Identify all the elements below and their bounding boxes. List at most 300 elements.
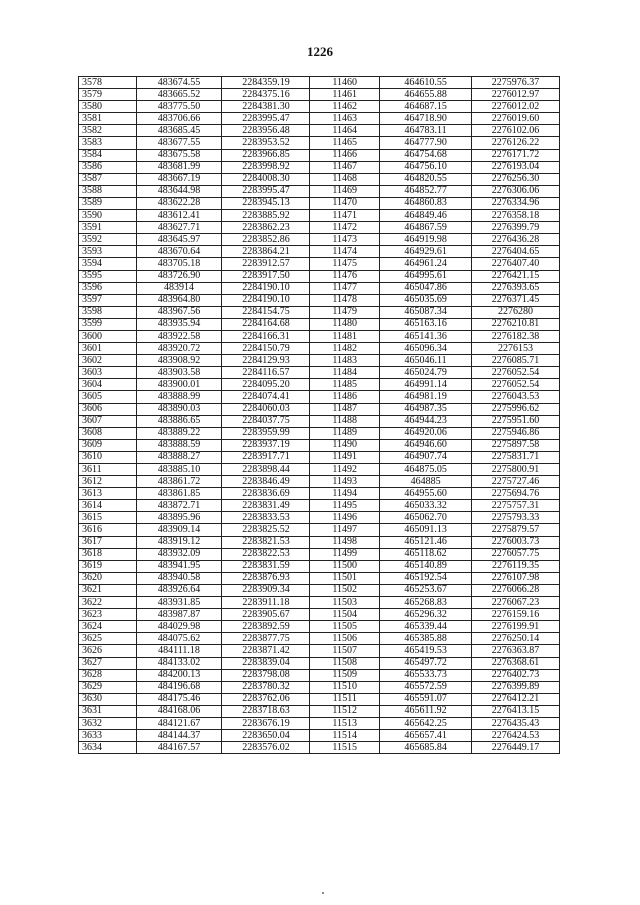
x-coord-b-cell: 464995.61 — [380, 270, 472, 282]
point-id-a-cell: 3632 — [79, 717, 137, 729]
x-coord-a-cell: 483872.71 — [136, 500, 222, 512]
point-id-a-cell: 3610 — [79, 451, 137, 463]
point-id-a-cell: 3600 — [79, 330, 137, 342]
y-coord-b-cell: 2275976.37 — [472, 77, 560, 89]
x-coord-b-cell: 464849.46 — [380, 210, 472, 222]
table-row — [79, 77, 560, 89]
x-coord-b-cell: 465091.13 — [380, 524, 472, 536]
y-coord-a-cell: 2283852.86 — [222, 234, 310, 246]
point-id-b-cell: 11500 — [310, 560, 380, 572]
table-row — [79, 464, 560, 476]
x-coord-a-cell: 483914 — [136, 282, 222, 294]
x-coord-a-cell: 483705.18 — [136, 258, 222, 270]
y-coord-a-cell: 2283966.85 — [222, 149, 310, 161]
point-id-a-cell: 3592 — [79, 234, 137, 246]
y-coord-b-cell: 2276399.79 — [472, 222, 560, 234]
x-coord-b-cell: 465024.79 — [380, 367, 472, 379]
point-id-a-cell: 3629 — [79, 681, 137, 693]
y-coord-b-cell: 2276193.04 — [472, 161, 560, 173]
x-coord-a-cell: 483861.85 — [136, 488, 222, 500]
y-coord-b-cell: 2276057.75 — [472, 548, 560, 560]
y-coord-a-cell: 2284116.57 — [222, 367, 310, 379]
x-coord-b-cell: 465591.07 — [380, 693, 472, 705]
x-coord-a-cell: 483665.52 — [136, 89, 222, 101]
y-coord-b-cell: 2276371.45 — [472, 294, 560, 306]
y-coord-a-cell: 2284359.19 — [222, 77, 310, 89]
x-coord-b-cell: 464777.90 — [380, 137, 472, 149]
y-coord-b-cell: 2275757.31 — [472, 500, 560, 512]
point-id-a-cell: 3589 — [79, 197, 137, 209]
table-row — [79, 379, 560, 391]
point-id-b-cell: 11490 — [310, 439, 380, 451]
y-coord-b-cell: 2276085.71 — [472, 355, 560, 367]
point-id-a-cell: 3578 — [79, 77, 137, 89]
x-coord-a-cell: 483675.58 — [136, 149, 222, 161]
point-id-b-cell: 11468 — [310, 173, 380, 185]
y-coord-b-cell: 2276407.40 — [472, 258, 560, 270]
point-id-b-cell: 11478 — [310, 294, 380, 306]
point-id-b-cell: 11497 — [310, 524, 380, 536]
y-coord-b-cell: 2276393.65 — [472, 282, 560, 294]
point-id-a-cell: 3627 — [79, 657, 137, 669]
x-coord-b-cell: 464981.19 — [380, 391, 472, 403]
y-coord-b-cell: 2276012.02 — [472, 101, 560, 113]
x-coord-a-cell: 484175.46 — [136, 693, 222, 705]
point-id-a-cell: 3614 — [79, 500, 137, 512]
point-id-a-cell: 3593 — [79, 246, 137, 258]
y-coord-b-cell: 2276404.65 — [472, 246, 560, 258]
x-coord-b-cell: 464852.77 — [380, 185, 472, 197]
y-coord-a-cell: 2283822.53 — [222, 548, 310, 560]
point-id-b-cell: 11463 — [310, 113, 380, 125]
y-coord-b-cell: 2276256.30 — [472, 173, 560, 185]
y-coord-a-cell: 2284154.75 — [222, 306, 310, 318]
point-id-a-cell: 3621 — [79, 584, 137, 596]
y-coord-b-cell: 2276421.15 — [472, 270, 560, 282]
y-coord-b-cell: 2275897.58 — [472, 439, 560, 451]
table-row — [79, 621, 560, 633]
y-coord-b-cell: 2276449.17 — [472, 742, 560, 754]
y-coord-b-cell: 2276424.53 — [472, 730, 560, 742]
y-coord-b-cell: 2276102.06 — [472, 125, 560, 137]
point-id-a-cell: 3595 — [79, 270, 137, 282]
x-coord-b-cell: 465339.44 — [380, 621, 472, 633]
point-id-b-cell: 11482 — [310, 343, 380, 355]
x-coord-a-cell: 483685.45 — [136, 125, 222, 137]
x-coord-a-cell: 483932.09 — [136, 548, 222, 560]
table-row — [79, 548, 560, 560]
x-coord-b-cell: 464687.15 — [380, 101, 472, 113]
y-coord-b-cell: 2275996.62 — [472, 403, 560, 415]
point-id-a-cell: 3606 — [79, 403, 137, 415]
point-id-a-cell: 3618 — [79, 548, 137, 560]
coordinates-table — [78, 76, 560, 754]
x-coord-a-cell: 483775.50 — [136, 101, 222, 113]
y-coord-b-cell: 2276436.28 — [472, 234, 560, 246]
point-id-a-cell: 3625 — [79, 633, 137, 645]
point-id-a-cell: 3586 — [79, 161, 137, 173]
x-coord-b-cell: 464754.68 — [380, 149, 472, 161]
point-id-a-cell: 3598 — [79, 306, 137, 318]
y-coord-a-cell: 2283825.52 — [222, 524, 310, 536]
x-coord-a-cell: 483726.90 — [136, 270, 222, 282]
x-coord-b-cell: 465533.73 — [380, 669, 472, 681]
x-coord-b-cell: 465047.86 — [380, 282, 472, 294]
point-id-a-cell: 3601 — [79, 343, 137, 355]
x-coord-b-cell: 465642.25 — [380, 717, 472, 729]
table-row — [79, 246, 560, 258]
y-coord-b-cell: 2275946.86 — [472, 427, 560, 439]
table-row — [79, 488, 560, 500]
point-id-a-cell: 3613 — [79, 488, 137, 500]
y-coord-b-cell: 2275793.33 — [472, 512, 560, 524]
table-row — [79, 149, 560, 161]
x-coord-b-cell: 464946.60 — [380, 439, 472, 451]
point-id-b-cell: 11494 — [310, 488, 380, 500]
point-id-b-cell: 11506 — [310, 633, 380, 645]
y-coord-a-cell: 2284008.30 — [222, 173, 310, 185]
x-coord-b-cell: 465121.46 — [380, 536, 472, 548]
point-id-b-cell: 11479 — [310, 306, 380, 318]
point-id-b-cell: 11480 — [310, 318, 380, 330]
y-coord-a-cell: 2283877.75 — [222, 633, 310, 645]
x-coord-b-cell: 464907.74 — [380, 451, 472, 463]
table-row — [79, 403, 560, 415]
y-coord-a-cell: 2284074.41 — [222, 391, 310, 403]
point-id-b-cell: 11473 — [310, 234, 380, 246]
x-coord-a-cell: 483612.41 — [136, 210, 222, 222]
point-id-a-cell: 3602 — [79, 355, 137, 367]
x-coord-a-cell: 483941.95 — [136, 560, 222, 572]
point-id-b-cell: 11499 — [310, 548, 380, 560]
x-coord-a-cell: 484167.57 — [136, 742, 222, 754]
x-coord-b-cell: 465141.36 — [380, 330, 472, 342]
point-id-b-cell: 11488 — [310, 415, 380, 427]
y-coord-a-cell: 2283833.53 — [222, 512, 310, 524]
y-coord-b-cell: 2275879.57 — [472, 524, 560, 536]
table-row — [79, 306, 560, 318]
y-coord-b-cell: 2276119.35 — [472, 560, 560, 572]
point-id-a-cell: 3587 — [79, 173, 137, 185]
y-coord-b-cell: 2275951.60 — [472, 415, 560, 427]
table-row — [79, 512, 560, 524]
x-coord-a-cell: 483885.10 — [136, 464, 222, 476]
point-id-a-cell: 3631 — [79, 705, 137, 717]
x-coord-b-cell: 464756.10 — [380, 161, 472, 173]
y-coord-b-cell: 2276210.81 — [472, 318, 560, 330]
x-coord-b-cell: 465296.32 — [380, 609, 472, 621]
table-row — [79, 391, 560, 403]
x-coord-a-cell: 484133.02 — [136, 657, 222, 669]
y-coord-b-cell: 2276368.61 — [472, 657, 560, 669]
x-coord-a-cell: 483987.87 — [136, 609, 222, 621]
point-id-b-cell: 11515 — [310, 742, 380, 754]
y-coord-b-cell: 2276107.98 — [472, 572, 560, 584]
y-coord-b-cell: 2276066.28 — [472, 584, 560, 596]
table-row — [79, 717, 560, 729]
y-coord-a-cell: 2283780.32 — [222, 681, 310, 693]
y-coord-a-cell: 2283937.19 — [222, 439, 310, 451]
point-id-b-cell: 11511 — [310, 693, 380, 705]
y-coord-a-cell: 2284166.31 — [222, 330, 310, 342]
table-row — [79, 681, 560, 693]
y-coord-b-cell: 2276067.23 — [472, 597, 560, 609]
point-id-a-cell: 3596 — [79, 282, 137, 294]
y-coord-a-cell: 2283762.06 — [222, 693, 310, 705]
page-number: 1226 — [307, 44, 333, 59]
x-coord-a-cell: 483886.65 — [136, 415, 222, 427]
point-id-b-cell: 11498 — [310, 536, 380, 548]
point-id-b-cell: 11493 — [310, 476, 380, 488]
table-row — [79, 294, 560, 306]
y-coord-a-cell: 2283998.92 — [222, 161, 310, 173]
x-coord-a-cell: 484121.67 — [136, 717, 222, 729]
y-coord-a-cell: 2283909.34 — [222, 584, 310, 596]
y-coord-b-cell: 2276306.06 — [472, 185, 560, 197]
x-coord-a-cell: 483888.59 — [136, 439, 222, 451]
x-coord-b-cell: 464783.11 — [380, 125, 472, 137]
x-coord-a-cell: 483644.98 — [136, 185, 222, 197]
table-row — [79, 500, 560, 512]
y-coord-a-cell: 2283892.59 — [222, 621, 310, 633]
point-id-a-cell: 3597 — [79, 294, 137, 306]
y-coord-b-cell: 2275727.46 — [472, 476, 560, 488]
point-id-a-cell: 3583 — [79, 137, 137, 149]
y-coord-a-cell: 2283905.67 — [222, 609, 310, 621]
point-id-b-cell: 11475 — [310, 258, 380, 270]
x-coord-a-cell: 483931.85 — [136, 597, 222, 609]
y-coord-a-cell: 2283831.59 — [222, 560, 310, 572]
y-coord-b-cell: 2276334.96 — [472, 197, 560, 209]
x-coord-a-cell: 483890.03 — [136, 403, 222, 415]
point-id-b-cell: 11501 — [310, 572, 380, 584]
point-id-b-cell: 11496 — [310, 512, 380, 524]
x-coord-b-cell: 464867.59 — [380, 222, 472, 234]
y-coord-a-cell: 2283885.92 — [222, 210, 310, 222]
point-id-a-cell: 3599 — [79, 318, 137, 330]
table-row — [79, 355, 560, 367]
y-coord-b-cell: 2276435.43 — [472, 717, 560, 729]
point-id-b-cell: 11467 — [310, 161, 380, 173]
y-coord-b-cell: 2276358.18 — [472, 210, 560, 222]
point-id-b-cell: 11465 — [310, 137, 380, 149]
table-row — [79, 633, 560, 645]
point-id-a-cell: 3616 — [79, 524, 137, 536]
y-coord-b-cell: 2276250.14 — [472, 633, 560, 645]
point-id-b-cell: 11489 — [310, 427, 380, 439]
x-coord-b-cell: 465192.54 — [380, 572, 472, 584]
point-id-b-cell: 11477 — [310, 282, 380, 294]
point-id-b-cell: 11462 — [310, 101, 380, 113]
x-coord-b-cell: 464955.60 — [380, 488, 472, 500]
x-coord-a-cell: 483919.12 — [136, 536, 222, 548]
x-coord-a-cell: 483922.58 — [136, 330, 222, 342]
y-coord-a-cell: 2284095.20 — [222, 379, 310, 391]
point-id-a-cell: 3609 — [79, 439, 137, 451]
point-id-a-cell: 3634 — [79, 742, 137, 754]
point-id-a-cell: 3620 — [79, 572, 137, 584]
x-coord-b-cell: 464875.05 — [380, 464, 472, 476]
y-coord-a-cell: 2283917.50 — [222, 270, 310, 282]
y-coord-a-cell: 2283945.13 — [222, 197, 310, 209]
x-coord-a-cell: 483940.58 — [136, 572, 222, 584]
y-coord-b-cell: 2276182.38 — [472, 330, 560, 342]
table-row — [79, 560, 560, 572]
point-id-a-cell: 3628 — [79, 669, 137, 681]
x-coord-a-cell: 483627.71 — [136, 222, 222, 234]
point-id-b-cell: 11507 — [310, 645, 380, 657]
table-row — [79, 113, 560, 125]
y-coord-a-cell: 2284129.93 — [222, 355, 310, 367]
x-coord-b-cell: 465268.83 — [380, 597, 472, 609]
point-id-a-cell: 3612 — [79, 476, 137, 488]
y-coord-a-cell: 2283917.71 — [222, 451, 310, 463]
y-coord-a-cell: 2283911.18 — [222, 597, 310, 609]
y-coord-a-cell: 2283862.23 — [222, 222, 310, 234]
point-id-a-cell: 3624 — [79, 621, 137, 633]
y-coord-a-cell: 2284060.03 — [222, 403, 310, 415]
table-row — [79, 125, 560, 137]
x-coord-a-cell: 483935.94 — [136, 318, 222, 330]
y-coord-b-cell: 2276363.87 — [472, 645, 560, 657]
point-id-b-cell: 11476 — [310, 270, 380, 282]
x-coord-b-cell: 464718.90 — [380, 113, 472, 125]
table-row — [79, 173, 560, 185]
point-id-a-cell: 3607 — [79, 415, 137, 427]
point-id-a-cell: 3582 — [79, 125, 137, 137]
x-coord-b-cell: 465572.59 — [380, 681, 472, 693]
table-row — [79, 705, 560, 717]
table-row — [79, 609, 560, 621]
table-row — [79, 330, 560, 342]
x-coord-a-cell: 483920.72 — [136, 343, 222, 355]
point-id-b-cell: 11469 — [310, 185, 380, 197]
y-coord-b-cell: 2276280 — [472, 306, 560, 318]
x-coord-b-cell: 464961.24 — [380, 258, 472, 270]
table-row — [79, 730, 560, 742]
y-coord-a-cell: 2284190.10 — [222, 282, 310, 294]
y-coord-a-cell: 2284190.10 — [222, 294, 310, 306]
x-coord-a-cell: 484029.98 — [136, 621, 222, 633]
point-id-a-cell: 3619 — [79, 560, 137, 572]
y-coord-a-cell: 2283871.42 — [222, 645, 310, 657]
point-id-a-cell: 3611 — [79, 464, 137, 476]
x-coord-a-cell: 483706.66 — [136, 113, 222, 125]
point-id-a-cell: 3633 — [79, 730, 137, 742]
point-id-b-cell: 11491 — [310, 451, 380, 463]
x-coord-a-cell: 483622.28 — [136, 197, 222, 209]
table-row — [79, 645, 560, 657]
table-row — [79, 367, 560, 379]
x-coord-b-cell: 465140.89 — [380, 560, 472, 572]
point-id-b-cell: 11502 — [310, 584, 380, 596]
x-coord-b-cell: 465046.11 — [380, 355, 472, 367]
y-coord-a-cell: 2283839.04 — [222, 657, 310, 669]
x-coord-b-cell: 465035.69 — [380, 294, 472, 306]
point-id-b-cell: 11460 — [310, 77, 380, 89]
x-coord-a-cell: 483645.97 — [136, 234, 222, 246]
y-coord-a-cell: 2283876.93 — [222, 572, 310, 584]
point-id-a-cell: 3604 — [79, 379, 137, 391]
point-id-b-cell: 11486 — [310, 391, 380, 403]
y-coord-a-cell: 2284375.16 — [222, 89, 310, 101]
table-row — [79, 669, 560, 681]
y-coord-a-cell: 2284037.75 — [222, 415, 310, 427]
x-coord-b-cell: 464610.55 — [380, 77, 472, 89]
x-coord-a-cell: 483670.64 — [136, 246, 222, 258]
table-row — [79, 536, 560, 548]
table-row — [79, 234, 560, 246]
table-row — [79, 185, 560, 197]
y-coord-b-cell: 2276171.72 — [472, 149, 560, 161]
coordinates-table-body — [79, 77, 560, 754]
y-coord-a-cell: 2284381.30 — [222, 101, 310, 113]
x-coord-a-cell: 483681.99 — [136, 161, 222, 173]
y-coord-b-cell: 2276399.89 — [472, 681, 560, 693]
table-row — [79, 89, 560, 101]
y-coord-b-cell: 2276413.15 — [472, 705, 560, 717]
y-coord-a-cell: 2283959.99 — [222, 427, 310, 439]
table-row — [79, 137, 560, 149]
table-row — [79, 657, 560, 669]
point-id-b-cell: 11505 — [310, 621, 380, 633]
x-coord-a-cell: 484075.62 — [136, 633, 222, 645]
y-coord-a-cell: 2283995.47 — [222, 185, 310, 197]
y-coord-b-cell: 2276199.91 — [472, 621, 560, 633]
x-coord-a-cell: 483908.92 — [136, 355, 222, 367]
point-id-a-cell: 3579 — [79, 89, 137, 101]
point-id-a-cell: 3617 — [79, 536, 137, 548]
y-coord-b-cell: 2276402.73 — [472, 669, 560, 681]
table-row — [79, 282, 560, 294]
point-id-b-cell: 11472 — [310, 222, 380, 234]
y-coord-a-cell: 2283846.49 — [222, 476, 310, 488]
table-row — [79, 572, 560, 584]
point-id-a-cell: 3594 — [79, 258, 137, 270]
point-id-b-cell: 11485 — [310, 379, 380, 391]
point-id-a-cell: 3623 — [79, 609, 137, 621]
y-coord-a-cell: 2283864.21 — [222, 246, 310, 258]
x-coord-a-cell: 484196.68 — [136, 681, 222, 693]
x-coord-a-cell: 483677.55 — [136, 137, 222, 149]
point-id-b-cell: 11461 — [310, 89, 380, 101]
point-id-a-cell: 3581 — [79, 113, 137, 125]
point-id-b-cell: 11509 — [310, 669, 380, 681]
x-coord-b-cell: 465062.70 — [380, 512, 472, 524]
x-coord-a-cell: 483964.80 — [136, 294, 222, 306]
x-coord-b-cell: 464991.14 — [380, 379, 472, 391]
table-row — [79, 101, 560, 113]
point-id-b-cell: 11481 — [310, 330, 380, 342]
point-id-b-cell: 11504 — [310, 609, 380, 621]
x-coord-a-cell: 483926.64 — [136, 584, 222, 596]
point-id-a-cell: 3584 — [79, 149, 137, 161]
y-coord-a-cell: 2284150.79 — [222, 343, 310, 355]
point-id-b-cell: 11483 — [310, 355, 380, 367]
y-coord-a-cell: 2283898.44 — [222, 464, 310, 476]
y-coord-a-cell: 2283676.19 — [222, 717, 310, 729]
table-row — [79, 222, 560, 234]
scan-dot — [322, 892, 324, 894]
point-id-b-cell: 11503 — [310, 597, 380, 609]
table-row — [79, 210, 560, 222]
x-coord-b-cell: 464920.06 — [380, 427, 472, 439]
point-id-b-cell: 11492 — [310, 464, 380, 476]
y-coord-a-cell: 2283798.08 — [222, 669, 310, 681]
point-id-a-cell: 3615 — [79, 512, 137, 524]
x-coord-b-cell: 465419.53 — [380, 645, 472, 657]
x-coord-a-cell: 483674.55 — [136, 77, 222, 89]
